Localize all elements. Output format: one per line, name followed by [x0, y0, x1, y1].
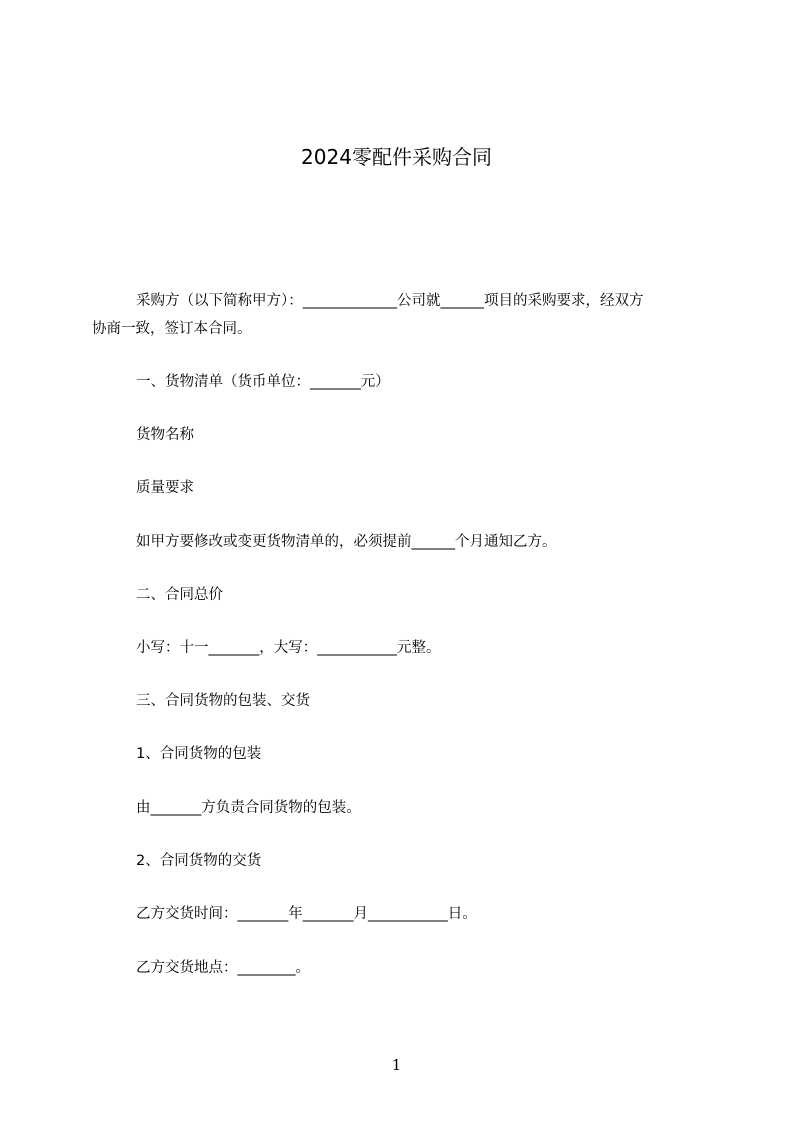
- document-title: 2024零配件采购合同: [301, 145, 492, 169]
- paragraph-goods-name: 货物名称: [136, 427, 194, 443]
- paragraph-purchaser-intro-cont: 协商一致，签订本合同。: [92, 321, 252, 337]
- paragraph-quality-requirements: 质量要求: [136, 480, 194, 496]
- subheading-delivery: 2、合同货物的交货: [136, 853, 262, 869]
- paragraph-price-amount: 小写：十一_______，大写：___________元整。: [136, 640, 441, 656]
- section-heading-packaging-delivery: 三、合同货物的包装、交货: [136, 693, 310, 709]
- paragraph-modification-notice: 如甲方要修改或变更货物清单的，必须提前______个月通知乙方。: [136, 534, 557, 550]
- paragraph-purchaser-intro: 采购方（以下简称甲方）：_____________公司就______项目的采购要求，经双方: [136, 293, 644, 309]
- subheading-packaging: 1、合同货物的包装: [136, 746, 262, 762]
- section-heading-total-price: 二、合同总价: [136, 587, 223, 603]
- paragraph-delivery-location: 乙方交货地点：________。: [136, 960, 310, 976]
- page-number: 1: [391, 1056, 402, 1074]
- paragraph-delivery-time: 乙方交货时间：_______年_______月___________日。: [136, 906, 477, 922]
- paragraph-packaging-responsibility: 由_______方负责合同货物的包装。: [136, 800, 361, 816]
- section-heading-goods-list: 一、货物清单（货币单位：_______元）: [136, 374, 390, 390]
